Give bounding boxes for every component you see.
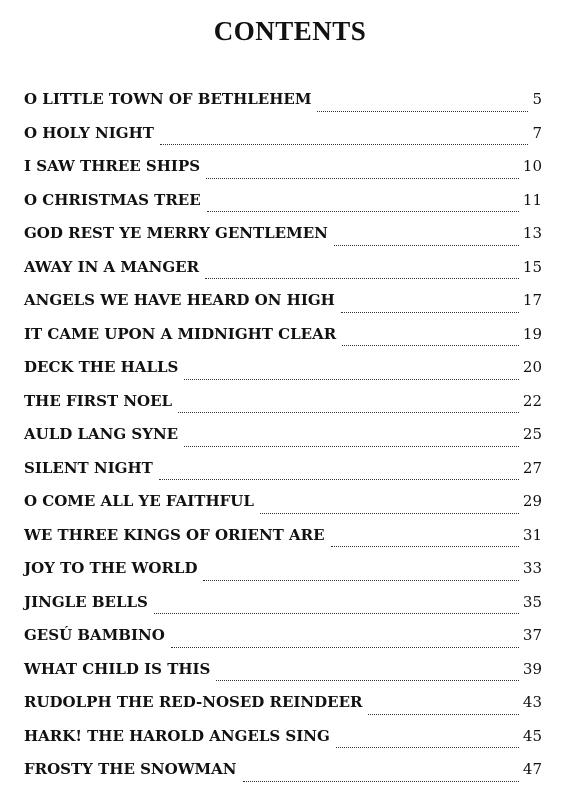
toc-entry-title: RUDOLPH THE RED-NOSED REINDEER xyxy=(24,693,363,711)
toc-entry-title: GESÚ BAMBINO xyxy=(24,626,165,644)
toc-entry-title: O COME ALL YE FAITHFUL xyxy=(24,492,254,510)
dot-leader xyxy=(336,747,519,748)
toc-entry-title: O HOLY NIGHT xyxy=(24,123,154,142)
toc-entry-title: O CHRISTMAS TREE xyxy=(24,190,201,209)
dot-leader xyxy=(368,714,518,715)
toc-entry[interactable] xyxy=(24,392,542,426)
dot-leader xyxy=(317,111,528,112)
toc-entry-page-number: 33 xyxy=(522,559,542,577)
toc-entry-title: WHAT CHILD IS THIS xyxy=(24,659,211,678)
toc-entry-title: WE THREE KINGS OF ORIENT ARE xyxy=(24,525,325,544)
toc-entry[interactable] xyxy=(24,492,542,526)
toc-entry-title: AULD LANG SYNE xyxy=(24,425,179,443)
toc-entry-page-number: 5 xyxy=(532,90,542,108)
dot-leader xyxy=(171,647,519,648)
toc-entry[interactable] xyxy=(24,760,542,794)
toc-entry[interactable] xyxy=(24,124,542,158)
toc-entry-title: I SAW THREE SHIPS xyxy=(24,157,201,175)
toc-entry[interactable] xyxy=(24,626,542,660)
dot-leader xyxy=(206,178,519,179)
toc-entry[interactable] xyxy=(24,593,542,627)
toc-entry-title: AWAY IN A MANGER xyxy=(24,257,200,276)
dot-leader xyxy=(160,144,529,145)
toc-entry-page-number: 15 xyxy=(522,257,542,276)
toc-entry[interactable] xyxy=(24,559,542,593)
page-title: CONTENTS xyxy=(213,16,367,46)
toc-entry-page-number: 19 xyxy=(522,324,542,343)
toc-entry-title: HARK! THE HAROLD ANGELS SING xyxy=(24,726,330,745)
dot-leader xyxy=(216,680,519,681)
toc-entry-page-number: 25 xyxy=(522,425,542,443)
toc-entry-page-number: 20 xyxy=(522,358,542,376)
dot-leader xyxy=(331,546,519,547)
toc-entry[interactable] xyxy=(24,224,542,258)
dot-leader xyxy=(178,412,519,413)
toc-entry[interactable] xyxy=(24,325,542,359)
toc-entry[interactable] xyxy=(24,526,542,560)
toc-entry-page-number: 39 xyxy=(522,659,542,678)
toc-entry-page-number: 17 xyxy=(522,291,542,309)
toc-entry-page-number: 7 xyxy=(532,123,542,142)
dot-leader xyxy=(334,245,519,246)
dot-leader xyxy=(159,479,519,480)
toc-entry-page-number: 13 xyxy=(522,224,542,242)
table-of-contents xyxy=(24,90,542,794)
toc-entry[interactable] xyxy=(24,660,542,694)
toc-entry-title: THE FIRST NOEL xyxy=(24,391,173,410)
toc-entry-title: ANGELS WE HAVE HEARD ON HIGH xyxy=(24,291,335,309)
toc-entry-page-number: 29 xyxy=(522,492,542,510)
toc-entry[interactable] xyxy=(24,90,542,124)
toc-entry-page-number: 31 xyxy=(522,525,542,544)
toc-entry-page-number: 47 xyxy=(522,760,542,778)
toc-entry[interactable] xyxy=(24,191,542,225)
dot-leader xyxy=(342,345,519,346)
toc-entry-title: JINGLE BELLS xyxy=(24,592,148,611)
toc-entry-page-number: 43 xyxy=(522,693,542,711)
toc-entry[interactable] xyxy=(24,291,542,325)
toc-entry[interactable] xyxy=(24,157,542,191)
toc-entry[interactable] xyxy=(24,693,542,727)
toc-entry-page-number: 27 xyxy=(522,458,542,477)
toc-entry[interactable] xyxy=(24,459,542,493)
toc-entry-page-number: 11 xyxy=(522,190,542,209)
dot-leader xyxy=(203,580,518,581)
toc-entry-title: FROSTY THE SNOWMAN xyxy=(24,760,237,778)
dot-leader xyxy=(205,278,519,279)
toc-entry-title: DECK THE HALLS xyxy=(24,358,179,376)
toc-entry[interactable] xyxy=(24,425,542,459)
toc-entry-title: IT CAME UPON A MIDNIGHT CLEAR xyxy=(24,324,337,343)
toc-entry-page-number: 37 xyxy=(522,626,542,644)
toc-entry-page-number: 10 xyxy=(522,157,542,175)
dot-leader xyxy=(184,379,519,380)
dot-leader xyxy=(260,513,519,514)
toc-entry-page-number: 22 xyxy=(522,391,542,410)
toc-entry[interactable] xyxy=(24,258,542,292)
toc-entry-title: JOY TO THE WORLD xyxy=(24,559,198,577)
dot-leader xyxy=(207,211,519,212)
toc-entry[interactable] xyxy=(24,727,542,761)
dot-leader xyxy=(341,312,519,313)
toc-entry-page-number: 35 xyxy=(522,592,542,611)
dot-leader xyxy=(243,781,519,782)
toc-entry-title: GOD REST YE MERRY GENTLEMEN xyxy=(24,224,328,242)
dot-leader xyxy=(154,613,519,614)
dot-leader xyxy=(184,446,519,447)
toc-entry-page-number: 45 xyxy=(522,726,542,745)
toc-entry[interactable] xyxy=(24,358,542,392)
toc-entry-title: SILENT NIGHT xyxy=(24,458,153,477)
toc-entry-title: O LITTLE TOWN OF BETHLEHEM xyxy=(24,90,312,108)
